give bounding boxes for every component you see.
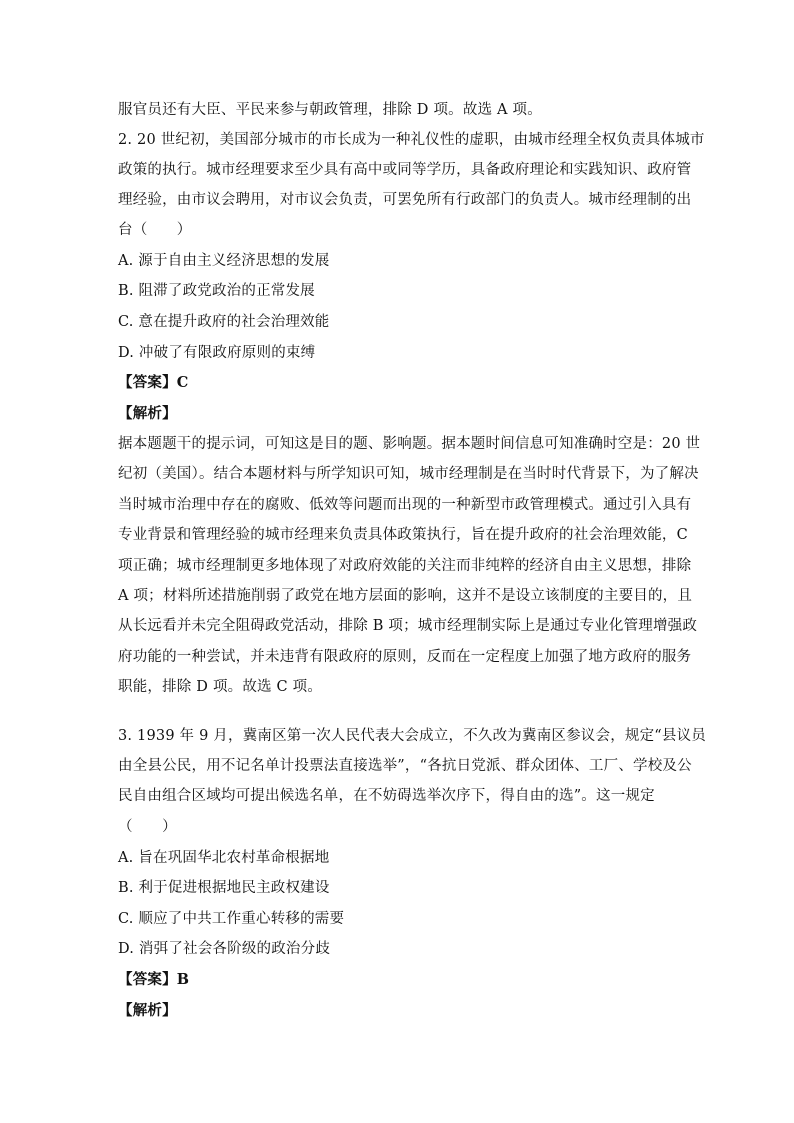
analysis-text: 从长远看并未完全阻碍政党活动，排除 B 项；城市经理制实际上是通过专业化管理增强政 xyxy=(118,618,698,634)
option-a: A. 旨在巩固华北农村革命根据地 xyxy=(118,850,330,866)
text-line: 台（ ） xyxy=(118,222,192,238)
text-line: 理经验，由市议会聘用，对市议会负责，可罢免所有行政部门的负责人。城市经理制的出 xyxy=(118,192,692,208)
question-3-stem: 3. 1939 年 9 月，冀南区第一次人民代表大会成立，不久改为冀南区参议会，规定“县议员 xyxy=(118,728,707,744)
analysis-text: 专业背景和管理经验的城市经理来负责具体政策执行，旨在提升政府的社会治理效能，C xyxy=(118,527,688,543)
analysis-text: 项正确；城市经理制更多地体现了对政府效能的关注而非纯粹的经济自由主义思想，排除 xyxy=(118,558,692,574)
question-2-stem: 2. 20 世纪初，美国部分城市的市长成为一种礼仪性的虚职，由城市经理全权负责具体城市 xyxy=(118,132,705,148)
answer-label: 【答案】C xyxy=(118,374,189,391)
text-line: 政策的执行。城市经理要求至少具有高中或同等学历，具备政府理论和实践知识、政府管 xyxy=(118,162,692,178)
analysis-text: A 项；材料所述措施削弱了政党在地方层面的影响，这并不是设立该制度的主要目的，且 xyxy=(118,588,693,604)
option-b: B. 利于促进根据地民主政权建设 xyxy=(118,880,330,896)
analysis-text: 当时城市治理中存在的腐败、低效等问题而出现的一种新型市政管理模式。通过引入具有 xyxy=(118,497,692,513)
text-line: 由全县公民，用不记名单计投票法直接选举”，“各抗日党派、群众团体、工厂、学校及公 xyxy=(118,758,692,774)
option-d: D. 消弭了社会各阶级的政治分歧 xyxy=(118,941,331,957)
text-line: 民自由组合区域均可提出候选名单，在不妨碍选举次序下，得自由的选”。这一规定 xyxy=(118,788,655,804)
analysis-text: 府功能的一种尝试，并未违背有限政府的原则，反而在一定程度上加强了地方政府的服务 xyxy=(118,649,692,665)
text-line: 服官员还有大臣、平民来参与朝政管理，排除 D 项。故选 A 项。 xyxy=(118,102,542,118)
option-c: C. 意在提升政府的社会治理效能 xyxy=(118,314,330,330)
analysis-heading: 【解析】 xyxy=(118,1002,177,1019)
option-b: B. 阻滞了政党政治的正常发展 xyxy=(118,283,315,299)
option-c: C. 顺应了中共工作重心转移的需要 xyxy=(118,911,345,927)
analysis-text: 纪初（美国）。结合本题材料与所学知识可知，城市经理制是在当时时代背景下，为了解决 xyxy=(118,466,699,482)
option-d: D. 冲破了有限政府原则的束缚 xyxy=(118,345,316,361)
analysis-text: 据本题题干的提示词，可知这是目的题、影响题。据本题时间信息可知准确时空是：20 世 xyxy=(118,436,701,452)
text-line: （ ） xyxy=(118,819,177,835)
analysis-text: 职能，排除 D 项。故选 C 项。 xyxy=(118,679,323,695)
option-a: A. 源于自由主义经济思想的发展 xyxy=(118,253,330,269)
analysis-heading: 【解析】 xyxy=(118,405,177,422)
answer-label: 【答案】B xyxy=(118,971,190,988)
